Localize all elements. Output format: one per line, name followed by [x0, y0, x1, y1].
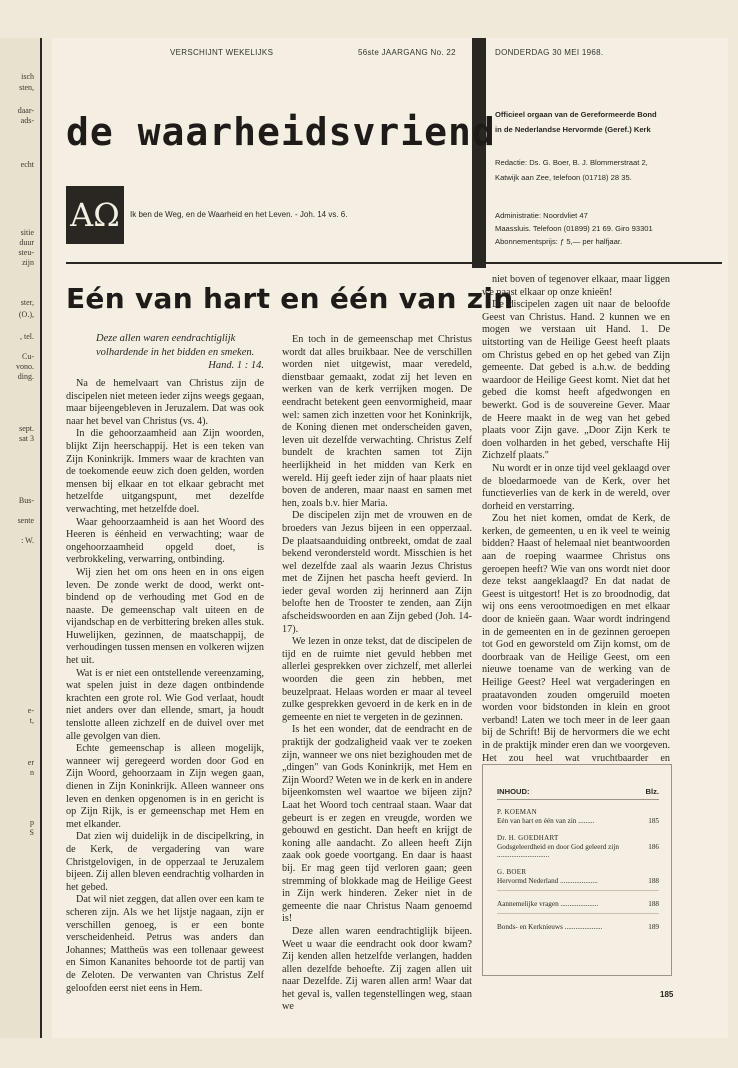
- admin-line-2: Maassluis. Telefoon (01899) 21 69. Giro 93301: [495, 224, 653, 233]
- table-of-contents: [482, 764, 672, 976]
- adjacent-page-fragment: sitie: [20, 228, 34, 237]
- adjacent-page-fragment: t,: [29, 716, 34, 725]
- toc-page: 189: [648, 923, 659, 931]
- article-paragraph: Dat wil niet zeggen, dat allen over een kam te scheren zijn. Als we het lijstje nagaan, zijn er verschillen genoeg, is er een bonte verscheidenheid. Petrus was anders dan Johannes; Mattheüs was een tollenaar geweest en Simon Kananites behoorde tot de partij van de Zeloten. De verwanten van Christus Zelf geloofden eerst niet eens in Hem.: [66, 894, 264, 994]
- article-paragraph: Echte gemeenschap is alleen mogelijk, wanneer wij geregeerd worden door God en Zijn Woord, gehoorzaam in Zijn wegen gaan, dienen in Zijn Koninkrijk. Alleen wanneer ons leven en denken opgenomen is in en gericht is op Zijn Rijk, is er gemeenschap met Hem en met elkander.: [66, 743, 264, 830]
- article-paragraph: Dat zien wij duidelijk in de discipelkring, in de Kerk, de vergadering van ware Christgelovigen, in de opperzaal te Jeruzalem bijeen. Zij allen bleven eendrachtig volharden in het gebed.: [66, 831, 264, 893]
- article-paragraph: En toch in de gemeenschap met Christus wordt dat alles bruikbaar. Nee de verschillen worden niet uitgewist, maar veredeld, dienstbaar gemaakt, zodat zij het leven en werken van de kerk verrijken mogen. De eendracht betekent geen eenvormigheid, maar wel: samen zich inzetten voor het Koninkrijk, de Koning dienen met onderscheiden gaven, leven uit dezelfde verwachting. Christus Zelf bundelt de krachten samen tot Zijn heerlijkheid in het midden van Kerk en wereld. Hij geeft ieder zijn of haar plaats niet boven de anderen, maar naast en samen met hen, zoals b.v. hier Maria.: [282, 334, 472, 509]
- toc-title: Godsgeleerdheid en door God geleerd zijn .............................: [497, 843, 619, 859]
- adjacent-page-fragment: duur: [19, 238, 34, 247]
- article-column-3: [482, 274, 670, 790]
- header-rule: [66, 262, 722, 264]
- editor-line-2: Katwijk aan Zee, telefoon (01718) 28 35.: [495, 173, 632, 182]
- toc-title: Hervormd Nederland .....................: [497, 877, 598, 885]
- article-paragraph: Na de hemelvaart van Christus zijn de discipelen niet meteen ieder zijns weegs gegaan, maar bijeengebleven in Jeruzalem. Dat was ook naar het bevel van Christus (vs. 4).: [66, 378, 264, 427]
- adjacent-page-fragment: p: [30, 818, 34, 827]
- article-paragraph: Zou het niet komen, omdat de Kerk, de kerken, de gemeenten, u en ik veel te weinig bidden? Haast of helemaal niet beantwoorden aan de roeping waarmee Christus ons geroepen heeft? Wie van ons wordt niet door deze tekst aangeklaagd? En dat nadat de Geest is uitgestort! Het is zo broodnodig, dat wij ons eens verootmoedigen en met elkaar door de knieën gaan. Waar wordt indringend in de gemeenten en in de gezinnen geroepen tot God en geworsteld om Zijn komst, om de doorbraak van de Heilige Geest, om een nieuwe toename van de werking van de Heilige Geest? Heel wat vergaderingen en praatavonden zouden omgeruild moeten worden voor bidstonden in klein en groot verband! Laten we toch meer in de leer gaan bij de Schrift! Bij de hervormers die we echt in de praktijk minder eren dan we voorgeven. Het zou heel wat vruchtbaarder en: [482, 513, 670, 764]
- motto: Ik ben de Weg, en de Waarheid en het Leven. - Joh. 14 vs. 6.: [130, 210, 348, 219]
- adjacent-page-fragment: S: [29, 828, 34, 837]
- toc-title: Bonds- en Kerknieuws .....................: [497, 923, 603, 931]
- article-paragraph: We lezen in onze tekst, dat de discipelen de tijd en de ruimte niet gevuld hebben met allerlei gesprekken over zichzelf, met allerlei woorden die geen zin hebben, met beuzelpraat. Helaas worden er maar al teveel zulke gesprekken gevoerd in de kerk en in de gemeente en niet te vergeten in de gezinnen.: [282, 636, 472, 723]
- adjacent-page-edge: [0, 38, 42, 1038]
- toc-entries: [497, 808, 659, 931]
- admin-line-3: Abonnementsprijs: ƒ 5,— per halfjaar.: [495, 237, 623, 246]
- adjacent-page-fragment: sten,: [19, 83, 34, 92]
- toc-author: Dr. H. GOEDHART: [497, 834, 559, 842]
- organ-line-1: Officieel orgaan van de Gereformeerde Bond: [495, 110, 657, 119]
- adjacent-page-fragment: sept.: [19, 424, 34, 433]
- quote-reference: Hand. 1 : 14.: [208, 360, 264, 372]
- adjacent-page-fragment: er: [27, 758, 34, 767]
- adjacent-page-fragment: n: [30, 768, 34, 777]
- masthead-title: de waarheidsvriend: [66, 110, 496, 154]
- adjacent-page-fragment: zijn: [22, 258, 34, 267]
- scripture-quote: [96, 332, 264, 373]
- adjacent-page-fragment: Cu-: [22, 352, 34, 361]
- admin-line-1: Administratie: Noordvliet 47: [495, 211, 588, 220]
- toc-separator: [497, 913, 659, 914]
- article-column-2: [282, 334, 472, 1014]
- article-paragraph: Wat is er niet een ontstellende vereenzaming, wat spelen juist in deze dagen ontbindende krachten een grote rol. Wie God verlaat, houdt niet anders over dan ellende, smart, ja houdt tenslotte alleen zichzelf en de duivel over met alle gevolgen van dien.: [66, 667, 264, 742]
- issue-date: DONDERDAG 30 MEI 1968.: [495, 48, 604, 57]
- toc-page: 185: [648, 817, 659, 825]
- adjacent-page-fragment: ster,: [20, 298, 34, 307]
- toc-heading: INHOUD:: [497, 787, 530, 796]
- adjacent-page-fragment: vono.: [16, 362, 34, 371]
- article-paragraph: Is het een wonder, dat de eendracht en de praktijk der godzaligheid vaak ver te zoeken zijn, wanneer we ons niet bezighouden met de „dingen" van Gods Koninkrijk, met Hem en Zijn Woord? Weten we in de kerk en in andere bijeenkomsten wel waartoe we bijeen zijn? Laat het Woord toch centraal staan. Waar dat gebeurt is er zegen en vreugde, worden we gebouwd en gesticht. Dan heeft en krijgt de koning alle aandacht. Zo alleen heeft Zijn zaak ook goede voortgang. En daar is haast bij. Er mag geen tijd verloren gaan; geen stremming of blokkade mag de Heilige Geest in Zijn werk hinderen. Zeker niet in de gemeente die naar Christus Naam genoemd is!: [282, 724, 472, 925]
- article-paragraph: In die gehoorzaamheid aan Zijn woorden, blijkt Zijn heerschappij. Het is een teken van Zijn Koninkrijk. Immers waar de krachten van de toekomende eeuw zich doen gelden, worden mensen bij elkaar en tot elkaar gebracht met hetzelfde uitgangspunt, met dezelfde verwachting, met hetzelfde doel.: [66, 428, 264, 515]
- volume-label: 56ste JAARGANG No. 22: [358, 48, 456, 57]
- adjacent-page-fragment: , tel.: [20, 332, 34, 341]
- article-paragraph: De discipelen zagen uit naar de beloofde Geest van Christus. Hand. 2 kunnen we en mogen we verstaan uit Hand. 1. De uitstorting van de Heilige Geest heeft plaats om Christus gebed en op het gebed van Zijn gemeente. Dat gebed is a.h.w. de bedding waardoor de Heilige Geest komt. Niet dat het gebed die komst heeft afgedwongen en bewerkt. God is de souvereine Gever. Maar de Heere maakt in de weg van het gebed plaats voor Zijn gave. „Door Zijn Kerk te doen volharden in het gebed, verschafte Hij Zichzelf plaats.": [482, 299, 670, 462]
- toc-header: [497, 787, 659, 800]
- adjacent-page-fragment: isch: [21, 72, 34, 81]
- adjacent-page-fragment: Bus-: [18, 496, 34, 505]
- toc-author: P. KOEMAN: [497, 808, 538, 816]
- adjacent-page-fragment: : W.: [21, 536, 34, 545]
- article-paragraph: De discipelen zijn met de vrouwen en de broeders van Jezus bijeen in een opperzaal. De plaatsaanduiding ontbreekt, omdat de zaal bekend verondersteld wordt. Misschien is het wel dezelfde zaal als waarin Jezus Christus met de Zijnen het pascha heeft gevierd. In ieder geval worden zij herinnerd aan Zijn belofte hen de Trooster te zenden, aan Zijn afscheidswoorden en aan Zijn gebed (Joh. 14-17).: [282, 510, 472, 635]
- adjacent-page-fragment: e-: [27, 706, 34, 715]
- adjacent-page-fragment: (O.),: [18, 310, 34, 319]
- article-paragraph: Nu wordt er in onze tijd veel geklaagd over de bloedarmoede van de Kerk, over het functieverlies van de kerk in de wereld, over dorheid en verstarring.: [482, 462, 670, 512]
- toc-page-label: Blz.: [645, 787, 659, 796]
- toc-author: G. BOER: [497, 868, 527, 876]
- toc-page: 188: [648, 900, 659, 908]
- toc-entry: [497, 923, 659, 931]
- article-paragraph: niet boven of tegenover elkaar, maar liggen we naast elkaar op onze knieën!: [482, 274, 670, 298]
- article-paragraph: Wij zien het om ons heen en in ons eigen leven. De zonde werkt de dood, werkt ont-bindend op de verhouding met God en de naaste. De gemeenschap valt uiteen en de vijandschap en de verbittering breken alles stuk. Huwelijken, gezinnen, de maatschappij, de verhoudingen tussen mensen en volkeren wijzen het uit.: [66, 566, 264, 667]
- article-paragraph: Waar gehoorzaamheid is aan het Woord des Heeren is éénheid en verwachting; waar de ongehoorzaamheid opgeld doet, is verbrokkeling, verwarring, ontbinding.: [66, 516, 264, 566]
- adjacent-page-fragment: sente: [17, 516, 34, 525]
- adjacent-page-fragment: steu-: [18, 248, 34, 257]
- toc-title: Eén van hart en één van zin .........: [497, 817, 595, 825]
- toc-entry: [497, 900, 659, 914]
- toc-title: Aannemelijke vragen .....................: [497, 900, 599, 908]
- article-column-1: [66, 378, 264, 995]
- quote-text: Deze allen waren eendrachtiglijk volhardende in het bidden en smeken.: [96, 333, 255, 358]
- article-title: Eén van hart en één van zin: [66, 282, 514, 315]
- adjacent-page-fragment: sat 3: [19, 434, 34, 443]
- toc-entry: [497, 834, 659, 859]
- toc-entry: [497, 808, 659, 825]
- organ-line-2: in de Nederlandse Hervormde (Geref.) Kerk: [495, 125, 651, 134]
- adjacent-page-fragment: ding.: [17, 372, 34, 381]
- toc-page: 186: [648, 843, 659, 851]
- adjacent-page-fragment: ads-: [20, 116, 34, 125]
- toc-entry: [497, 868, 659, 891]
- editor-line-1: Redactie: Ds. G. Boer, B. J. Blommerstraat 2,: [495, 158, 648, 167]
- alpha-omega-logo: AΩ: [66, 186, 124, 244]
- toc-page: 188: [648, 877, 659, 885]
- frequency-label: VERSCHIJNT WEKELIJKS: [170, 48, 274, 57]
- adjacent-page-fragment: echt: [20, 160, 34, 169]
- article-paragraph: Deze allen waren eendrachtiglijk bijeen. Weet u waar die eendracht ook door kwam? Zij kenden allen hetzelfde verlangen, hadden allen dezelfde behoefte. Zij zagen allen uit naar Dezelfde. Zij waren allen arm! Waar dat het geval is, vallen tegenstellingen weg, staan we: [282, 925, 472, 1013]
- page-number: 185: [660, 990, 674, 999]
- toc-separator: [497, 890, 659, 891]
- adjacent-page-fragment: daar-: [17, 106, 34, 115]
